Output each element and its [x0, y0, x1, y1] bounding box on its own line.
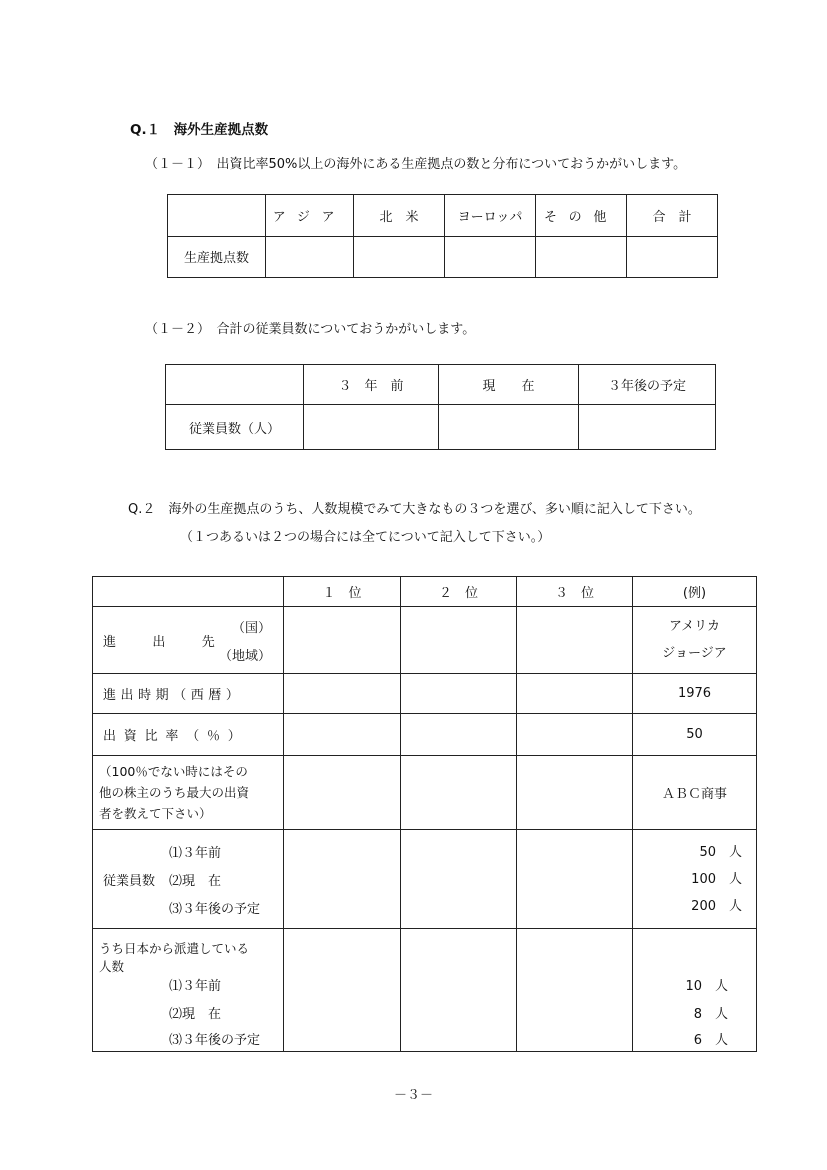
q2-header-rank-3: ３ 位 — [517, 577, 633, 607]
q2-dest-rank-1[interactable] — [284, 607, 401, 674]
q2-jp-example-3-years-ago: 10 人 — [685, 979, 728, 994]
q2-dest-example-region: ジョージア — [662, 646, 727, 661]
q2-emp-item-3-years-later: ⑶３年後の予定 — [169, 902, 261, 917]
page-number: －３－ — [393, 1088, 433, 1103]
q2-jp-item-current: ⑵現 在 — [169, 1007, 222, 1022]
q1-1-cell-total[interactable] — [627, 236, 718, 278]
q2-jp-item-3-years-ago: ⑴３年前 — [169, 979, 222, 994]
q1-1-cell-asia[interactable] — [266, 236, 354, 278]
q2-jp-rank-2[interactable] — [401, 929, 517, 1052]
q1-2-cell-current[interactable] — [439, 405, 579, 450]
q2-jp-rank-1[interactable] — [284, 929, 401, 1052]
q1-2-header-blank — [166, 365, 304, 405]
q2-emp-item-current: ⑵現 在 — [169, 874, 222, 889]
q1-1-header-blank — [168, 195, 266, 237]
table-q1-1 — [167, 194, 718, 278]
q2-dest-sub-region: （地域） — [218, 649, 271, 664]
q2-emp-label: 従業員数 — [103, 874, 156, 889]
q2-ratio-rank-2[interactable] — [401, 714, 517, 756]
q2-emp-example-3-years-ago: 50 人 — [699, 844, 742, 860]
q2-emp-rank-3[interactable] — [517, 830, 633, 929]
q2-holder-label-line-2: 他の株主のうち最大の出資 — [99, 785, 250, 800]
q2-holder-example: ＡＢＣ商事 — [633, 756, 757, 830]
q2-holder-label-line-1: （100％でない時にはその — [99, 764, 248, 779]
q2-ratio-label-cell — [93, 714, 284, 756]
q1-heading: Q.１ 海外生産拠点数 — [130, 122, 269, 138]
q2-emp-item-3-years-ago: ⑴３年前 — [169, 846, 222, 861]
q2-holder-label-line-3: 者を教えて下さい） — [99, 806, 212, 821]
q2-dest-example-country: アメリカ — [668, 619, 721, 634]
q2-holder-rank-3[interactable] — [517, 756, 633, 830]
q1-1-header-other: その他 — [536, 195, 627, 237]
q2-dest-rank-3[interactable] — [517, 607, 633, 674]
q2-jp-item-3-years-later: ⑶３年後の予定 — [169, 1033, 261, 1048]
q2-jp-rank-3[interactable] — [517, 929, 633, 1052]
q2-header-rank-1: １ 位 — [284, 577, 401, 607]
q2-dest-label: 進 出 先 — [103, 635, 227, 650]
table-q2 — [92, 576, 757, 1052]
q2-dest-label-cell — [93, 607, 284, 674]
q2-header-blank — [93, 577, 284, 607]
q2-text-1: Q.２ 海外の生産拠点のうち、人数規模でみて大きなもの３つを選び、多い順に記入して下さい。 — [128, 502, 701, 517]
q1-1-text: （１－１） 出資比率50%以上の海外にある生産拠点の数と分布についておうかがいします。 — [145, 157, 687, 172]
q2-time-label-cell — [93, 674, 284, 714]
q1-1-cell-europe[interactable] — [445, 236, 536, 278]
q2-jp-label-cell — [93, 929, 284, 1052]
q2-emp-example-current: 100 人 — [691, 871, 742, 887]
q2-emp-example-3-years-later: 200 人 — [691, 898, 742, 914]
q2-ratio-rank-3[interactable] — [517, 714, 633, 756]
q2-header-example: (例) — [633, 577, 757, 607]
q1-2-row-label: 従業員数（人） — [166, 405, 304, 450]
q2-time-rank-1[interactable] — [284, 674, 401, 714]
q2-jp-example-3-years-later: 6 人 — [693, 1033, 728, 1048]
q2-time-label: 進出時期（西暦） — [103, 688, 244, 703]
q2-ratio-label: 出資比率（％） — [103, 729, 249, 744]
q2-holder-rank-1[interactable] — [284, 756, 401, 830]
q2-emp-label-cell — [93, 830, 284, 929]
q1-2-header-current: 現 在 — [439, 365, 579, 405]
q2-dest-example — [633, 607, 757, 674]
q1-2-header-3-years-later: ３年後の予定 — [579, 365, 716, 405]
q1-1-cell-north-america[interactable] — [354, 236, 445, 278]
q2-time-rank-2[interactable] — [401, 674, 517, 714]
q2-holder-rank-2[interactable] — [401, 756, 517, 830]
q2-dest-rank-2[interactable] — [401, 607, 517, 674]
q2-emp-rank-1[interactable] — [284, 830, 401, 929]
q2-ratio-rank-1[interactable] — [284, 714, 401, 756]
q2-dest-sub-country: （国） — [231, 621, 271, 636]
q1-2-header-3-years-ago: ３ 年 前 — [304, 365, 439, 405]
table-q1-2 — [165, 364, 716, 450]
q2-time-example: 1976 — [633, 674, 757, 714]
q2-emp-rank-2[interactable] — [401, 830, 517, 929]
q2-jp-label-line-1: うち日本から派遣している — [99, 941, 250, 956]
q1-1-header-europe: ヨーロッパ — [445, 195, 536, 237]
q2-jp-example-current: 8 人 — [693, 1007, 728, 1022]
q1-1-header-total: 合 計 — [627, 195, 718, 237]
q1-2-text: （１－２） 合計の従業員数についておうかがいします。 — [145, 322, 476, 337]
q2-text-2: （１つあるいは２つの場合には全てについて記入して下さい。） — [180, 530, 551, 545]
q2-header-rank-2: ２ 位 — [401, 577, 517, 607]
q2-jp-label-line-2: 人数 — [99, 959, 125, 974]
q1-1-row-label: 生産拠点数 — [168, 236, 266, 278]
q1-2-cell-3-years-ago[interactable] — [304, 405, 439, 450]
q2-ratio-example: 50 — [633, 714, 757, 756]
q1-1-cell-other[interactable] — [536, 236, 627, 278]
q2-emp-example — [633, 830, 757, 929]
q2-time-rank-3[interactable] — [517, 674, 633, 714]
q1-2-cell-3-years-later[interactable] — [579, 405, 716, 450]
q1-1-header-north-america: 北 米 — [354, 195, 445, 237]
q1-1-header-asia: アジア — [266, 195, 354, 237]
q2-jp-example — [633, 929, 757, 1052]
q2-holder-label-cell — [93, 756, 284, 830]
